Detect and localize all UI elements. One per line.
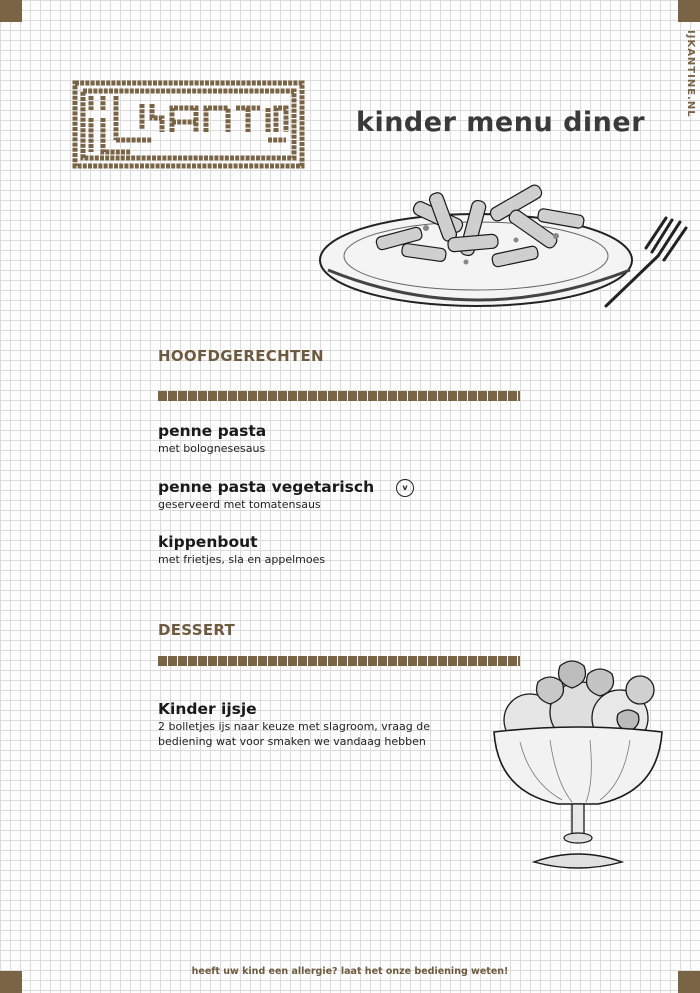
menu-item-penne-pasta-vegetarisch: [158, 478, 374, 512]
website-url[interactable]: IJKANTINE.NL: [685, 30, 696, 118]
item-name: Kinder ijsje: [158, 700, 257, 718]
item-description: 2 bolletjes ijs naar keuze met slagroom, vraag de: [158, 720, 431, 733]
ice-cream-sundae-illustration: [490, 652, 666, 874]
menu-title: kinder menu diner: [356, 107, 646, 138]
section-heading-dessert: DESSERT: [158, 621, 236, 639]
item-description: geserveerd met tomatensaus: [158, 498, 321, 511]
allergy-note: heeft uw kind een allergie? laat het onze bediening weten!: [191, 966, 509, 977]
item-description: met frietjes, sla en appelmoes: [158, 553, 326, 566]
section-divider: [158, 391, 520, 401]
section-divider: [158, 656, 520, 666]
item-name: kippenbout: [158, 533, 258, 551]
corner-block-top-right: [678, 0, 700, 22]
item-description: met bolognesesaus: [158, 442, 266, 455]
vegetarian-badge-icon: v: [396, 479, 414, 497]
section-heading-main-courses: HOOFDGERECHTEN: [158, 347, 324, 365]
ijkantine-logo: [72, 80, 305, 169]
pasta-plate-illustration: [316, 170, 688, 330]
item-description: bediening wat voor smaken we vandaag hebben: [158, 735, 426, 748]
item-name: penne pasta vegetarisch: [158, 478, 375, 496]
menu-item-kinder-ijsje: [158, 700, 430, 749]
menu-item-penne-pasta: [158, 422, 266, 456]
menu-item-kippenbout: [158, 533, 325, 567]
corner-block-top-left: [0, 0, 22, 22]
item-name: penne pasta: [158, 422, 267, 440]
